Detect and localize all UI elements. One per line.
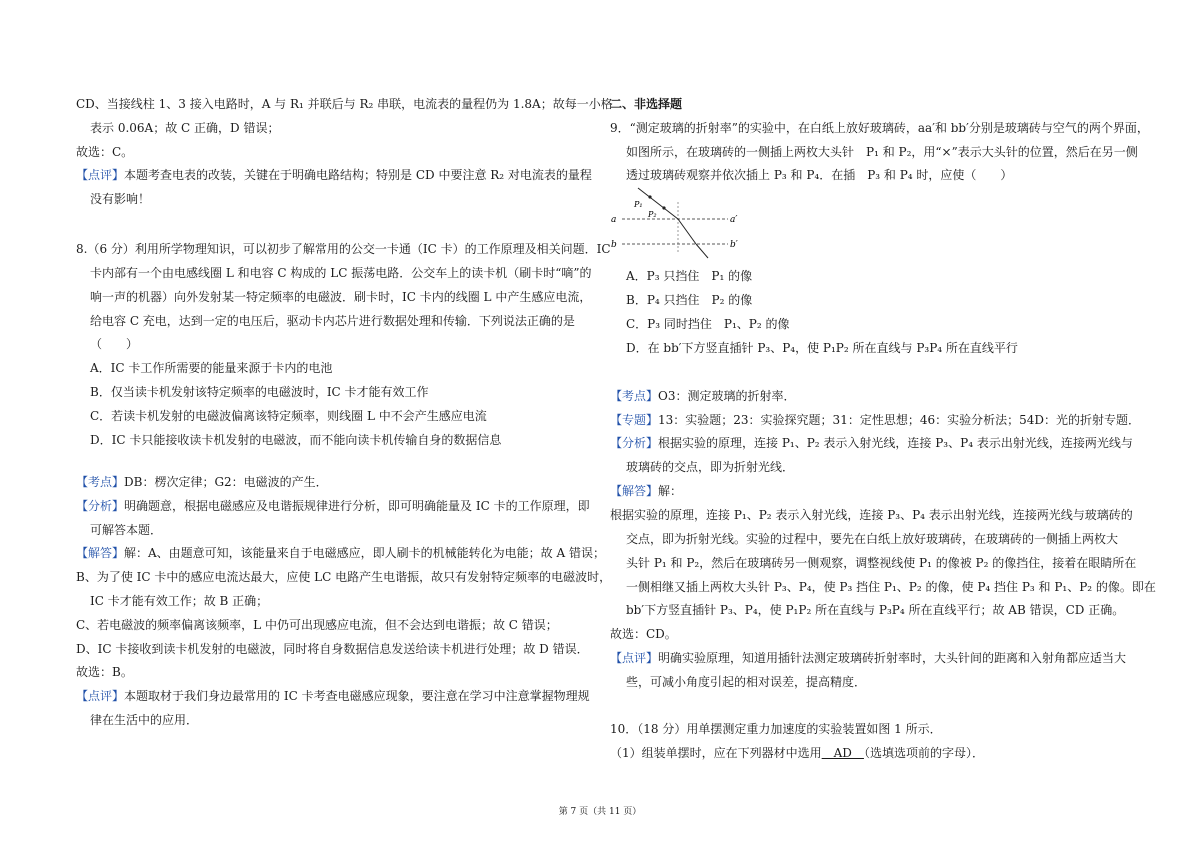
knowledge-text: DB：楞次定律；G2：电磁波的产生． [124,475,328,489]
pin-p2-mark [662,206,665,209]
text-line: 卡内部有一个由电感线圈 L 和电容 C 构成的 LC 振荡电路．公交车上的读卡机（刷卡时“嘀”的 [90,266,592,280]
review-tag: 【点评】 [76,168,125,182]
analysis-tag: 【分析】 [76,499,125,513]
option-b: B．P₄ 只挡住 P₂ 的像 [626,293,753,307]
text-line: 些，可减小角度引起的相对误差，提高精度． [626,675,867,689]
text-line: 透过玻璃砖观察并依次插上 P₃ 和 P₄．在插 P₃ 和 P₄ 时，应使（ ） [626,168,1013,182]
text-line: 头针 P₁ 和 P₂，然后在玻璃砖另一侧观察，调整视线使 P₁ 的像被 P₂ 的像挡住，接着在眼睛所在 [626,556,1137,570]
review-tag: 【点评】 [610,651,659,665]
option-b: B．仅当读卡机发射该特定频率的电磁波时，IC 卡才能有效工作 [90,385,429,399]
analysis-tag: 【分析】 [610,436,659,450]
answer-blank: AD [821,746,864,760]
question-10-stem: 10．（18 分）用单摆测定重力加速度的实验装置如图 1 所示． [610,722,942,736]
knowledge-text: O3：测定玻璃的折射率． [658,389,796,403]
review-text: 明确实验原理，知道用插针法测定玻璃砖折射率时，大头针间的距离和入射角都应适当大 [658,651,1127,665]
text-line: bb′下方竖直插针 P₃、P₄，使 P₁P₂ 所在直线与 P₃P₄ 所在直线平行；故 AB 错误，CD 正确。 [626,603,1125,617]
text-line: 故选：B。 [76,665,133,679]
solution-tag: 【解答】 [610,484,659,498]
text-line: 故选：CD。 [610,627,677,641]
text-line: CD、当接线柱 1、3 接入电路时，A 与 R₁ 并联后与 R₂ 串联，电流表的量程仍为 1.8A；故每一小格 [76,97,613,111]
text-line: 律在生活中的应用． [90,713,199,727]
question-8-stem: 8.（6 分）利用所学物理知识，可以初步了解常用的公交一卡通（IC 卡）的工作原理及相关问题．IC [76,242,611,256]
text-line: 表示 0.06A；故 C 正确，D 错误； [90,121,280,135]
knowledge-point [610,388,796,404]
analysis-text: 明确题意，根据电磁感应及电谐振规律进行分析，即可明确能量及 IC 卡的工作原理，即 [124,499,590,513]
text-line: 给电容 C 充电，达到一定的电压后，驱动卡内芯片进行数据处理和传输．下列说法正确的是 [90,314,575,328]
solution-text: 解：A、由题意可知，该能量来自于电磁感应，即人刷卡的机械能转化为电能；故 A 错误； [124,546,605,560]
analysis-text: 根据实验的原理，连接 P₁、P₂ 表示入射光线，连接 P₃、P₄ 表示出射光线，连接两光线与 [658,436,1133,450]
label-a: a [611,215,617,225]
option-d: D．在 bb′下方竖直插针 P₃、P₄，使 P₁P₂ 所在直线与 P₃P₄ 所在直线平行 [626,341,1018,355]
option-d: D．IC 卡只能接收读卡机发射的电磁波，而不能向读卡机传输自身的数据信息 [90,433,502,447]
review-paragraph [76,688,590,704]
topic-paragraph [610,412,1140,428]
text-line: C、若电磁波的频率偏离该频率，L 中仍可出现感应电流，但不会达到电谐振；故 C 错误； [76,618,558,632]
analysis-paragraph [610,435,1133,451]
text-line: 如图所示，在玻璃砖的一侧插上两枚大头针 P₁ 和 P₂，用“×”表示大头针的位置，然后在另一侧 [626,145,1138,159]
solution-tag: 【解答】 [76,546,125,560]
analysis-paragraph [76,498,590,514]
review-text: 本题取材于我们身边最常用的 IC 卡考查电磁感应现象，要注意在学习中注意掌握物理规 [124,689,590,703]
refraction-figure [610,182,760,260]
review-paragraph [76,167,592,183]
section-heading: 二、非选择题 [610,97,683,111]
text-line: 一侧相继又插上两枚大头针 P₃、P₄，使 P₃ 挡住 P₁、P₂ 的像，使 P₄ 挡住 P₃ 和 P₁、P₂ 的像。即在 [626,580,1156,594]
option-a: A．P₃ 只挡住 P₁ 的像 [626,269,753,283]
page-footer: 第 7 页（共 11 页） [558,807,642,817]
topic-tag: 【专题】 [610,413,659,427]
text-line: IC 卡才能有效工作；故 B 正确； [90,594,269,608]
text-line: 响一声的机器）向外发射某一特定频率的电磁波．刷卡时，IC 卡内的线圈 L 中产生感应电流， [90,290,592,304]
text-line: D、IC 卡接收到读卡机发射的电磁波，同时将自身数据信息发送给读卡机进行处理；故 D 错误． [76,642,589,656]
text-line: 没有影响！ [90,192,151,206]
text-segment: （选填选项前的字母）． [863,746,984,760]
knowledge-point [76,474,328,490]
label-p1: P₁ [634,200,643,209]
text-line: 根据实验的原理，连接 P₁、P₂ 表示入射光线，连接 P₃、P₄ 表示出射光线，连接两光线与玻璃砖的 [610,508,1133,522]
knowledge-tag: 【考点】 [76,475,125,489]
label-p2: P₂ [648,210,657,219]
topic-text: 13：实验题；23：实验探究题；31：定性思想；46：实验分析法；54D：光的折射专题． [658,413,1140,427]
question-9-stem: 9．“测定玻璃的折射率”的实验中，在白纸上放好玻璃砖，aa′和 bb′分别是玻璃砖与空气的两个界面， [610,121,1149,135]
review-text: 本题考查电表的改装，关键在于明确电路结构；特别是 CD 中要注意 R₂ 对电流表的量程 [124,168,592,182]
label-b-prime: b′ [730,240,738,250]
text-line: 玻璃砖的交点，即为折射光线． [626,460,795,474]
option-c: C．若读卡机发射的电磁波偏离该特定频率，则线圈 L 中不会产生感应电流 [90,409,487,423]
emergent-ray [696,244,708,258]
text-line: 可解答本题． [90,523,163,537]
solution-paragraph [76,545,605,561]
text-line: B、为了使 IC 卡中的感应电流达最大，应使 LC 电路产生电谐振，故只有发射特定频率的电磁波时， [76,570,612,584]
label-a-prime: a′ [730,215,738,225]
option-c: C．P₃ 同时挡住 P₁、P₂ 的像 [626,317,790,331]
solution-paragraph [610,483,682,499]
pin-p1-mark [648,195,651,198]
review-tag: 【点评】 [76,689,125,703]
text-segment: （1）组装单摆时，应在下列器材中选用 [610,746,822,760]
text-line: （ ） [90,337,139,351]
knowledge-tag: 【考点】 [610,389,659,403]
incident-ray [638,188,678,219]
text-line: 交点，即为折射光线。实验的过程中，要先在白纸上放好玻璃砖，在玻璃砖的一侧插上两枚大 [626,532,1119,546]
label-b: b [611,240,617,250]
text-line: 故选：C。 [76,145,134,159]
refracted-ray [678,219,696,244]
option-a: A．IC 卡工作所需要的能量来源于卡内的电池 [90,361,333,375]
review-paragraph [610,650,1126,666]
solution-text: 解： [658,484,683,498]
question-10-part1 [610,745,984,761]
